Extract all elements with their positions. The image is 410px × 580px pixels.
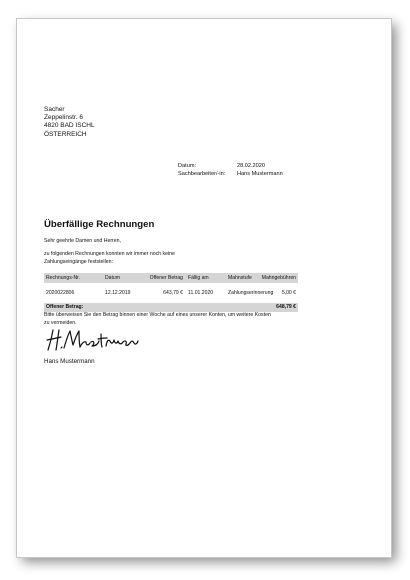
cell-due-date: 11.01.2020	[188, 290, 214, 296]
cell-open-amount: 643,79 €	[163, 290, 183, 296]
intro-line: zu folgenden Rechnungen konnten wir immer noch keine	[44, 251, 175, 257]
clerk-value: Hans Mustermann	[237, 171, 283, 177]
cell-invoice-number: 2020022806	[46, 290, 75, 296]
signer-name: Hans Mustermann	[44, 358, 95, 365]
recipient-address	[44, 106, 95, 139]
header-invoice-number: Rechnungs-Nr.	[46, 275, 80, 281]
closing-line: zu vermeiden.	[44, 319, 77, 326]
cell-dunning-fees: 5,00 €	[281, 290, 296, 296]
clerk-label: Sachbearbeiter/-in:	[178, 171, 226, 177]
table-total-row	[44, 303, 298, 312]
table-row	[44, 288, 298, 298]
total-value: 648,79 €	[276, 304, 296, 310]
recipient-line: 4820 BAD ISCHL	[44, 122, 95, 130]
meta-values	[237, 162, 283, 178]
recipient-line: Sacher	[44, 106, 65, 113]
total-label: Offener Betrag:	[46, 304, 84, 310]
recipient-line: Zeppelinstr. 6	[44, 114, 84, 122]
header-dunning-fees: Mahngebühren	[261, 275, 296, 281]
intro-line: Zahlungseingänge feststellen:	[44, 258, 113, 265]
header-due-date: Fällig am	[188, 275, 209, 281]
closing-line: Bitte überweisen Sie den Betrag binnen einer Woche auf eines unserer Konten, um weitere Kosten	[44, 312, 271, 318]
letter-title: Überfällige Rechnungen	[44, 219, 155, 230]
date-value: 28.02.2020	[237, 163, 265, 169]
closing-text	[44, 312, 271, 327]
header-dunning-level: Mahnstufe	[228, 275, 252, 281]
cell-date: 12.12.2019	[105, 290, 131, 296]
signature-image	[44, 326, 140, 354]
recipient-line: ÖSTERREICH	[44, 130, 87, 138]
cell-dunning-level: Zahlungserinnerung	[228, 290, 274, 296]
date-label: Datum:	[178, 163, 197, 169]
intro-text	[44, 251, 175, 266]
header-date: Datum	[105, 275, 121, 281]
header-open-amount: Offener Betrag	[149, 275, 183, 281]
salutation: Sehr geehrte Damen und Herren,	[44, 238, 121, 244]
invoice-table	[44, 273, 298, 312]
meta-labels	[178, 162, 225, 178]
table-header	[44, 273, 298, 283]
